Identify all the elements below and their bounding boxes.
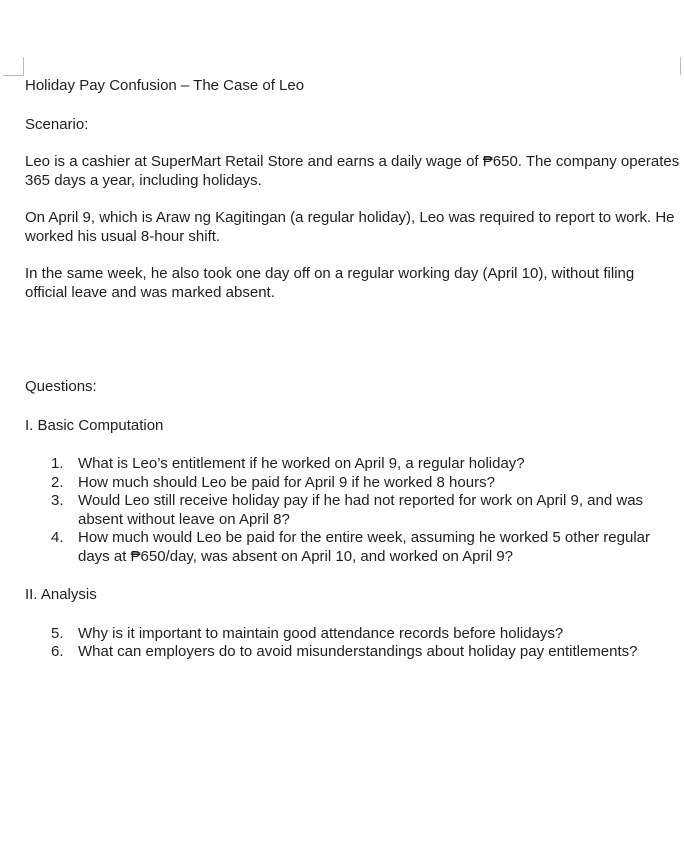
list-item-text: How much should Leo be paid for April 9 if he worked 8 hours? <box>78 473 495 491</box>
scenario-paragraph-3: In the same week, he also took one day off on a regular working day (April 10), without filing official leave and was marked absent. <box>25 265 635 301</box>
list-item <box>25 529 680 566</box>
section-heading-analysis: II. Analysis <box>25 586 97 603</box>
scenario-label: Scenario: <box>25 115 89 133</box>
list-item-text: Why is it important to maintain good attendance records before holidays? <box>78 624 564 642</box>
document-body <box>25 77 680 682</box>
basic-computation-list <box>25 455 680 566</box>
list-item <box>25 625 680 644</box>
list-item-number: 3. <box>51 492 64 509</box>
list-item <box>25 455 680 474</box>
list-item-number: 6. <box>51 643 64 660</box>
questions-label: Questions: <box>25 378 97 395</box>
list-item-text: Would Leo still receive holiday pay if he had not reported for work on April 9, and was absent without leave on April 8? <box>78 492 644 528</box>
scenario-paragraph-2: On April 9, which is Araw ng Kagitingan (a regular holiday), Leo was required to report to work. He worked his usual 8-hour shift. <box>25 209 675 245</box>
list-item <box>25 474 680 493</box>
list-item <box>25 492 680 529</box>
list-item-number: 2. <box>51 473 64 491</box>
list-item-number: 1. <box>51 455 64 472</box>
list-item-number: 4. <box>51 529 64 546</box>
list-item-number: 5. <box>51 624 64 642</box>
crop-mark-top-left <box>3 57 24 76</box>
list-item-text: What is Leo’s entitlement if he worked on April 9, a regular holiday? <box>78 455 525 472</box>
list-item-text: What can employers do to avoid misunderstandings about holiday pay entitlements? <box>78 643 638 660</box>
list-item-text: How much would Leo be paid for the entire week, assuming he worked 5 other regular days at ₱650/day, was absent on April 10, and worked on April 9? <box>78 529 650 565</box>
crop-mark-top-right <box>680 57 684 75</box>
document-title: Holiday Pay Confusion – The Case of Leo <box>25 77 305 94</box>
list-item <box>25 643 680 662</box>
scenario-paragraph-1: Leo is a cashier at SuperMart Retail Store and earns a daily wage of ₱650. The company operates 365 days a year, including holidays. <box>25 153 680 189</box>
analysis-list <box>25 625 680 662</box>
section-heading-basic-computation: I. Basic Computation <box>25 416 164 434</box>
